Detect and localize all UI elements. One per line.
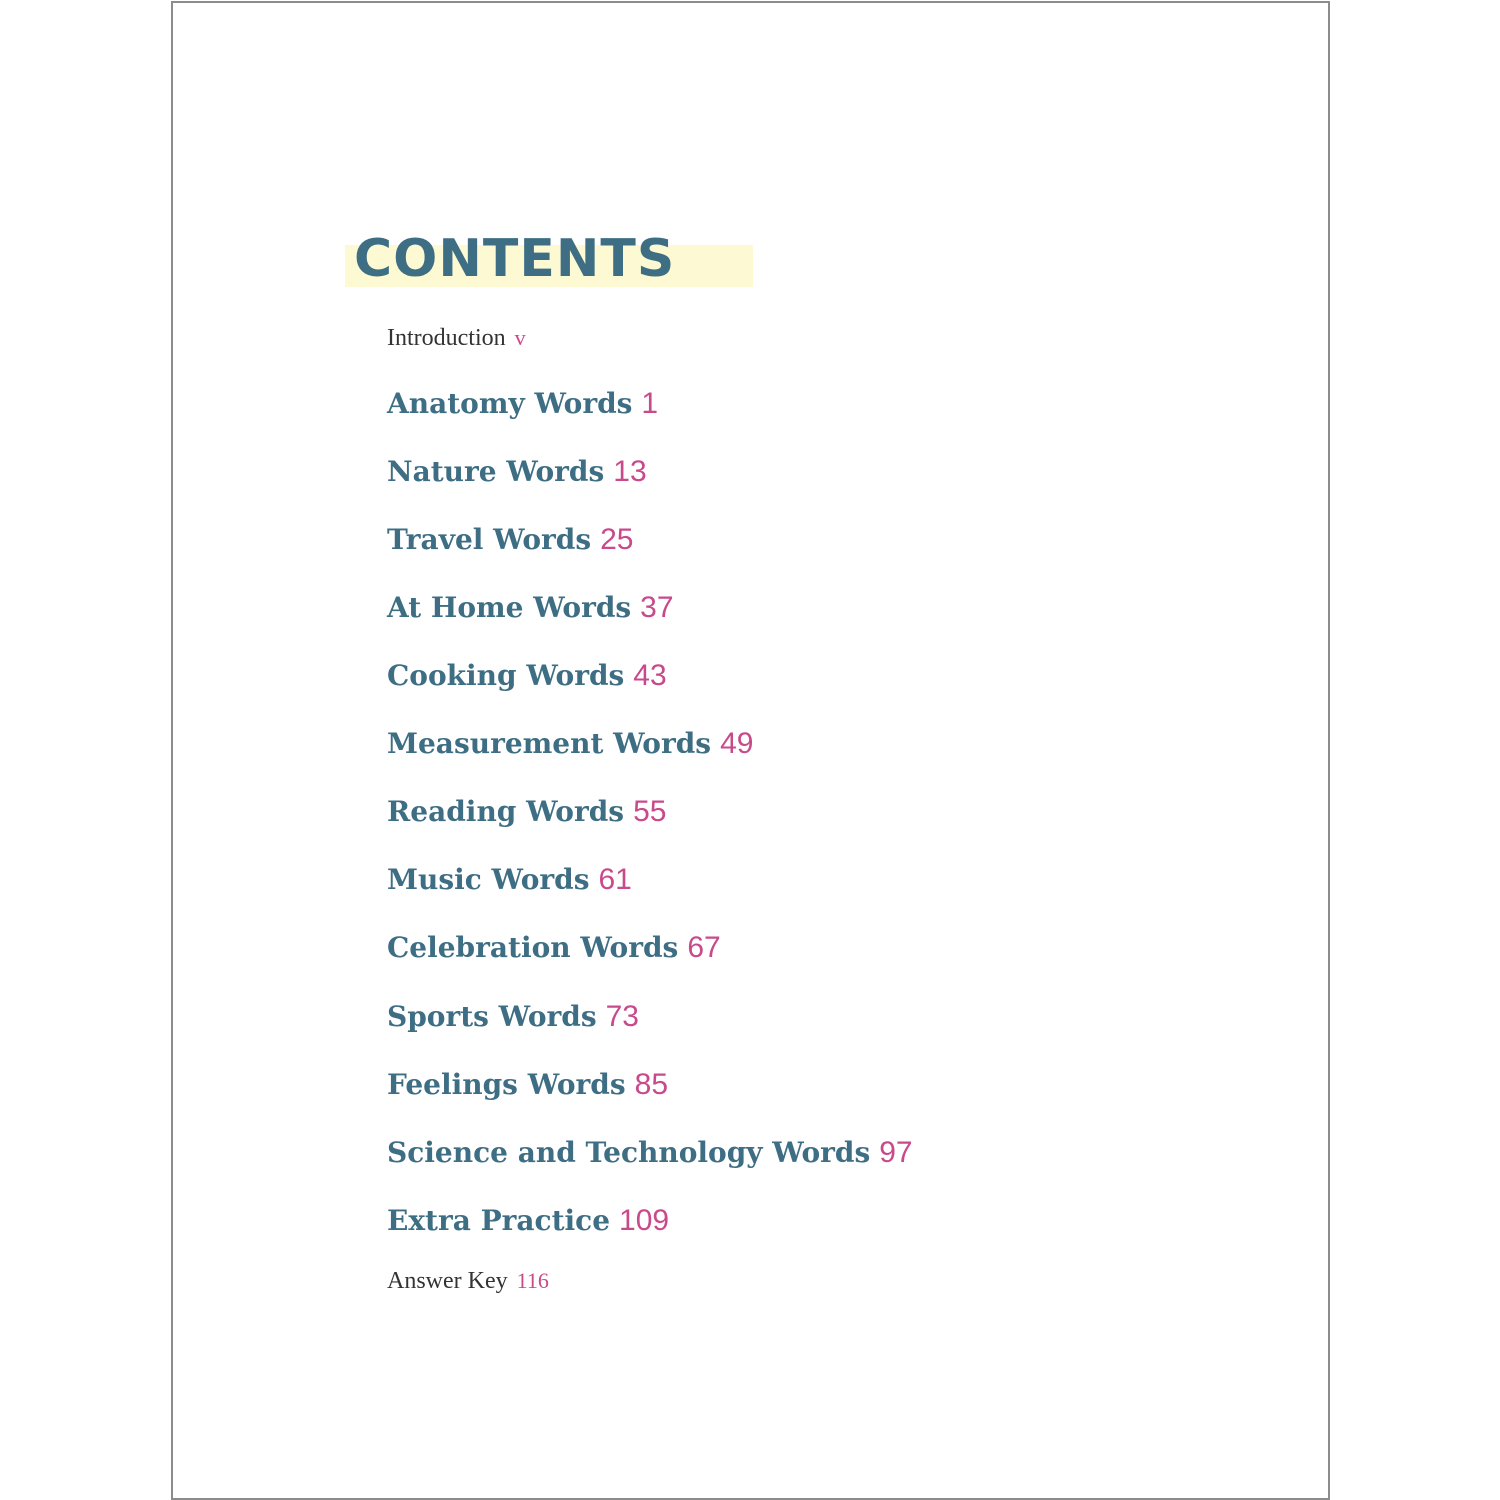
toc-entry-title: Sports Words (387, 1000, 597, 1033)
toc-entry-title: Science and Technology Words (387, 1136, 871, 1169)
toc-entry-page: v (514, 325, 526, 350)
toc-entry-reading-words[interactable] (387, 795, 666, 829)
toc-entry-anatomy-words[interactable] (387, 387, 658, 421)
toc-entry-feelings-words[interactable] (387, 1068, 668, 1102)
toc-entry-music-words[interactable] (387, 863, 632, 897)
toc-entry-title: Travel Words (387, 523, 592, 556)
toc-entry-title: Music Words (387, 863, 590, 896)
toc-entry-page: 1 (641, 387, 659, 420)
toc-entry-title: Answer Key (387, 1268, 508, 1294)
toc-entry-science-and-technology-words[interactable] (387, 1136, 913, 1170)
toc-entry-at-home-words[interactable] (387, 591, 674, 625)
toc-entry-page: 109 (619, 1204, 670, 1237)
page-title: CONTENTS (354, 229, 676, 289)
toc-entry-title: Extra Practice (387, 1204, 611, 1237)
toc-entry-page: 61 (598, 863, 632, 896)
toc-entry-answer-key[interactable] (387, 1268, 549, 1295)
toc-entry-measurement-words[interactable] (387, 727, 753, 761)
toc-entry-page: 25 (600, 523, 634, 556)
toc-entry-title: Anatomy Words (387, 387, 633, 420)
table-of-contents (387, 3, 1287, 1498)
toc-entry-page: 116 (516, 1268, 549, 1293)
toc-entry-sports-words[interactable] (387, 1000, 639, 1034)
toc-entry-cooking-words[interactable] (387, 659, 667, 693)
toc-entry-title: Celebration Words (387, 931, 679, 964)
toc-entry-extra-practice[interactable] (387, 1204, 669, 1238)
toc-entry-page: 37 (640, 591, 674, 624)
toc-entry-title: Feelings Words (387, 1068, 626, 1101)
toc-entry-title: Reading Words (387, 795, 625, 828)
toc-entry-page: 55 (633, 795, 667, 828)
toc-entry-travel-words[interactable] (387, 523, 633, 557)
toc-entry-title: Measurement Words (387, 727, 712, 760)
toc-entry-celebration-words[interactable] (387, 931, 721, 965)
toc-entry-page: 73 (605, 1000, 639, 1033)
toc-entry-page: 13 (613, 455, 647, 488)
toc-entry-title: At Home Words (387, 591, 632, 624)
book-page (171, 1, 1330, 1500)
toc-entry-nature-words[interactable] (387, 455, 647, 489)
toc-entry-page: 97 (879, 1136, 913, 1169)
toc-entry-title: Cooking Words (387, 659, 625, 692)
toc-entry-page: 49 (720, 727, 754, 760)
toc-entry-page: 43 (633, 659, 667, 692)
toc-entry-page: 67 (687, 931, 721, 964)
toc-entry-introduction[interactable] (387, 325, 526, 352)
toc-entry-title: Introduction (387, 325, 506, 351)
toc-entry-title: Nature Words (387, 455, 605, 488)
toc-entry-page: 85 (634, 1068, 669, 1101)
